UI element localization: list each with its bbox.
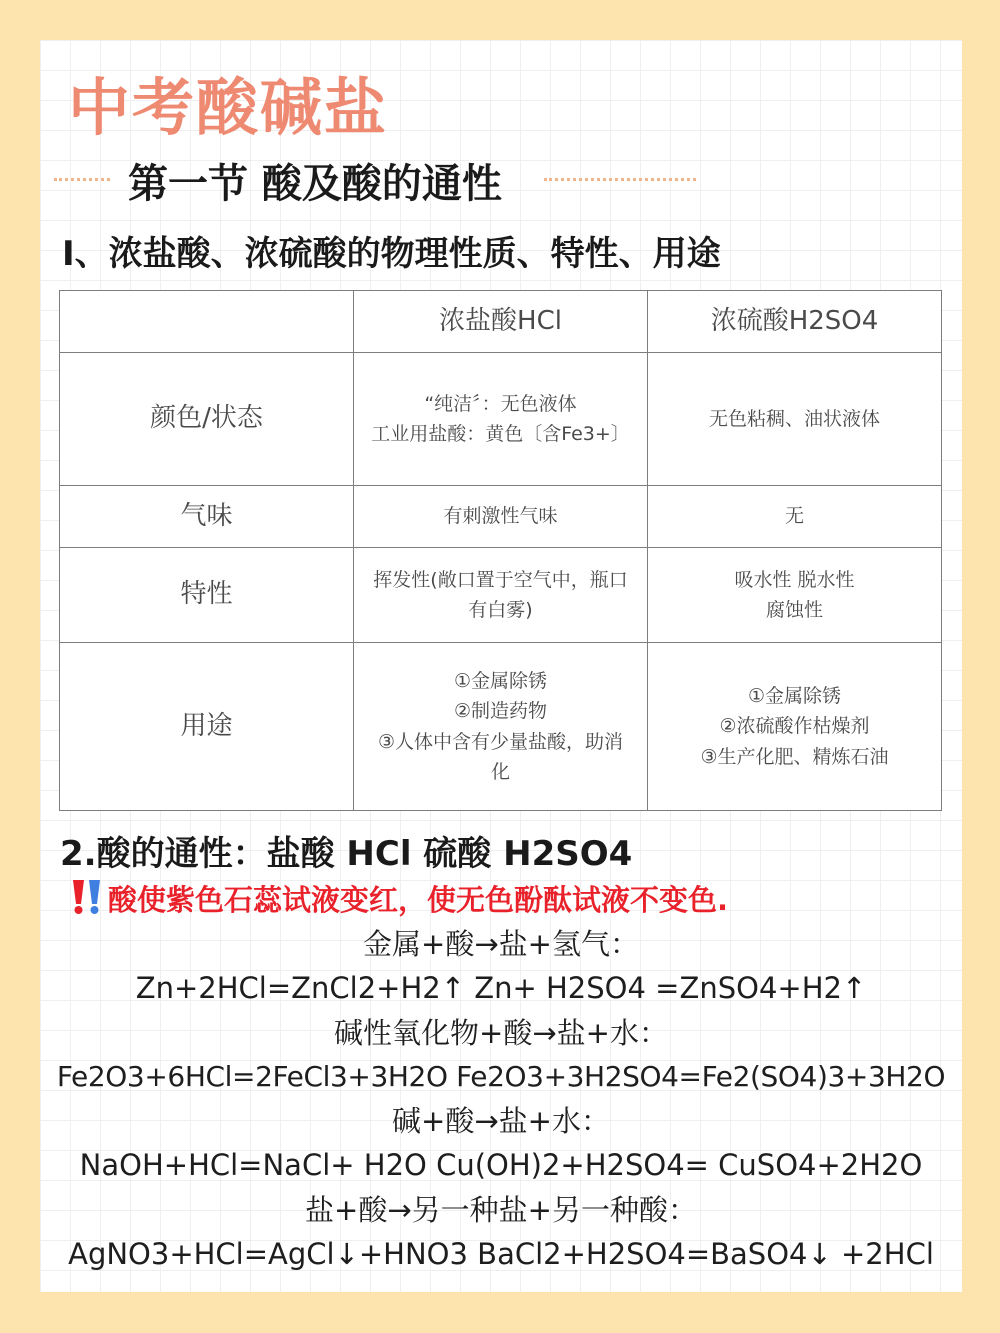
h2so4-cell xyxy=(648,486,942,548)
cell-line: 腐蚀性 xyxy=(765,599,823,621)
table-header-row xyxy=(60,291,942,353)
header-cell-hcl: 浓盐酸HCl xyxy=(354,291,648,353)
cell-line: 吸水性 脱水性 xyxy=(734,568,855,591)
h2so4-cell xyxy=(648,643,942,811)
table-row xyxy=(60,353,942,486)
reaction-rule: 碱+酸→盐+水： xyxy=(392,1104,610,1139)
reaction-rule: 金属+酸→盐+氢气： xyxy=(363,927,639,961)
reaction-rule: 碱性氧化物+酸→盐+水： xyxy=(334,1015,668,1050)
double-exclamation-icon xyxy=(70,878,104,923)
chemical-equation: AgNO3+HCl=AgCl↓+HNO3 BaCl2+H2SO4=BaSO4↓ +2HCl xyxy=(68,1237,934,1272)
cell-line: 有刺激性气味 xyxy=(443,505,558,528)
header-cell-h2so4: 浓硫酸H2SO4 xyxy=(648,291,942,353)
cell-line: ②制造药物 xyxy=(453,700,548,723)
chemical-equation: NaOH+HCl=NaCl+ H2O Cu(OH)2+H2SO4= CuSO4+2H2O xyxy=(79,1148,923,1183)
cell-line: 挥发性(敞口置于空气中，瓶口 xyxy=(373,568,628,591)
table-row xyxy=(60,486,942,548)
acid-general-properties-title: 2.酸的通性：盐酸 HCl 硫酸 H2SO4 xyxy=(60,834,633,874)
subsection-title: Ⅰ、浓盐酸、浓硫酸的物理性质、特性、用途 xyxy=(62,234,721,274)
dotted-divider-left xyxy=(54,178,110,181)
reaction-rule: 盐+酸→另一种盐+另一种酸： xyxy=(305,1192,697,1227)
hcl-cell xyxy=(354,643,648,811)
cell-line: ③人体中含有少量盐酸，助消 xyxy=(377,730,624,753)
row-label: 用途 xyxy=(60,643,354,811)
h2so4-cell xyxy=(648,548,942,643)
acid-properties-table xyxy=(59,290,942,811)
header-cell-blank xyxy=(60,291,354,353)
row-label: 特性 xyxy=(60,548,354,643)
cell-line: 有白雾) xyxy=(468,599,533,621)
hcl-cell xyxy=(354,548,648,643)
section-header xyxy=(54,152,714,208)
row-label: 气味 xyxy=(60,486,354,548)
cell-line: ②浓硫酸作枯燥剂 xyxy=(719,715,870,738)
h2so4-cell xyxy=(648,353,942,486)
section-title: 第一节 酸及酸的通性 xyxy=(128,161,502,207)
table-row xyxy=(60,548,942,643)
equations-block xyxy=(40,922,962,1276)
cell-line: 无色粘稠、油状液体 xyxy=(708,407,880,430)
cell-line: ③生产化肥、精炼石油 xyxy=(700,745,889,768)
cell-line: 工业用盐酸：黄色〔含Fe3+〕 xyxy=(371,423,630,445)
chemical-equation: Fe2O3+6HCl=2FeCl3+3H2O Fe2O3+3H2SO4=Fe2(SO4)3+3H2O xyxy=(56,1059,946,1093)
cell-line: “纯洁〞：无色液体 xyxy=(424,392,577,415)
table-row xyxy=(60,643,942,811)
chemical-equation: Zn+2HCl=ZnCl2+H2↑ Zn+ H2SO4 =ZnSO4+H2↑ xyxy=(135,971,867,1006)
hcl-cell xyxy=(354,353,648,486)
cell-line: ①金属除锈 xyxy=(747,684,842,707)
cell-line: 化 xyxy=(490,760,510,783)
cell-line: ①金属除锈 xyxy=(453,669,548,692)
dotted-divider-right xyxy=(544,178,696,181)
warning-line xyxy=(70,878,728,923)
page-title: 中考酸碱盐 xyxy=(68,71,389,144)
row-label: 颜色/状态 xyxy=(60,353,354,486)
cell-line: 无 xyxy=(784,505,804,528)
hcl-cell xyxy=(354,486,648,548)
warning-text: 酸使紫色石蕊试液变红，使无色酚酞试液不变色. xyxy=(108,883,729,917)
